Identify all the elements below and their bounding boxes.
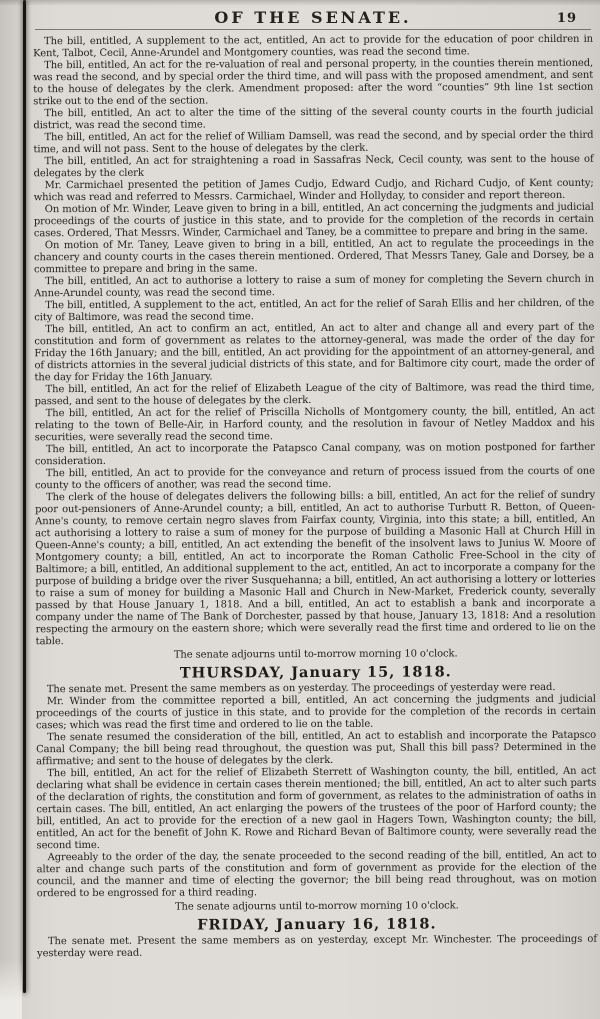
paragraph: On motion of Mr. Winder, Leave given to bring in a bill, entitled, An act concerning the judgments and judicial proceedings of the courts of justice in this state, and to provide for the completion of the records in certain cases. Ordered, That Messrs. Winder, Carmichael and Taney, be a committee to prepare and bring in the same.	[33, 201, 594, 240]
paragraph: The bill, entitled, A supplement to the act, entitled, An act to provide for the education of poor children in Kent, Talbot, Cecil, Anne-Arundel and Montgomery counties, was read the second time.	[33, 33, 594, 60]
paragraph: The bill, entitled, An act for the relief of William Damsell, was read the second, and by special order the third time, and will not pass. Sent to the house of delegates by the clerk.	[33, 129, 594, 156]
page-corner-curl	[0, 959, 22, 1019]
day-heading: FRIDAY, January 16, 1818.	[197, 915, 437, 934]
paragraph: Mr. Carmichael presented the petition of James Cudjo, Edward Cudjo, and Richard Cudjo, of Kent county; which was read and referred to Messrs. Carmichael, Winder and Hollyday, to consider and report thereon.	[33, 177, 594, 204]
binding-shadow	[23, 0, 26, 993]
paragraph: Agreeably to the order of the day, the senate proceeded to the second reading of the bill, entitled, An act to alter and change such parts of the constitution and form of government as provide for the election of the council, and the manner and time of electing the governor; the bill being read throughout, was on motion ordered to be engrossed for a third reading.	[36, 849, 597, 900]
centered-line: The senate adjourns until to-morrow morning 10 o'clock.	[174, 900, 459, 913]
paragraph: The bill, entitled, An act to provide for the conveyance and return of process issued from the courts of one county to the officers of another, was read the second time.	[34, 465, 595, 492]
centered-line: The senate adjourns until to-morrow morning 10 o'clock.	[173, 648, 458, 661]
paragraph: The bill, entitled, An act to confirm an act, entitled, An act to alter and change all and every part of the constitution and form of government as relates to the attorney-general, was made the order of the day for Friday the 16th January; and the bill, entitled, An act providing for the appointment of an attorney-general, and of districts attornies in the several judicial districts of this state, and for Baltimore city court, made the order of the day for Friday the 16th January.	[34, 321, 595, 384]
paragraph: The bill, entitled, An act for the relief of Elizabeth Sterrett of Washington county, the bill, entitled, An act declaring what shall be evidence in certain cases therein mentioned; the bill, entitled, An act to alter such parts of the declaration of rights, the constitution and form of government, as relates to the administration of oaths in certain cases. The bill, entitled, An act enlarging the powers of the trustees of the poor of Harford county; the bill, entitled, An act to provide for the erection of a new gaol in Hagers Town, Washington county; the bill, entitled, An act for the benefit of John K. Rowe and Richard Bevan of Baltimore county, were severally read the second time.	[36, 765, 597, 852]
day-heading: THURSDAY, January 15, 1818.	[179, 663, 452, 682]
paragraph: The bill, entitled, An act for the re-valuation of real and personal property, in the counties therein mentioned, was read the second, and by special order the third time, and will pass with the proposed amendment, and sent to the house of delegates by the clerk. Amendment proposed: after the word “counties” 9th line 1st section strike out to the end of the section.	[33, 57, 594, 108]
page-content	[33, 34, 597, 960]
page-header	[35, 8, 591, 30]
paragraph: The bill, entitled, An act for the relief of Elizabeth League of the city of Baltimore, was read the third time, passed, and sent to the house of delegates by the clerk.	[34, 381, 595, 408]
paragraph: On motion of Mr. Taney, Leave given to bring in a bill, entitled, An act to regulate the proceedings in the chancery and county courts in the cases therein mentioned. Ordered, That Messrs Taney, Gale and Dorsey, be a committee to prepare and bring in the same.	[33, 237, 594, 276]
paragraph: The senate met. Present the same members as on yesterday. The proceedings of yesterday were read.	[46, 681, 556, 696]
paragraph: The bill, entitled, An act for the relief of Priscilla Nicholls of Montgomery county, the bill, entitled, An act relating to the town of Belle-Air, in Harford county, and the resolution in favour of Netley Maddox and his securities, were severally read the second time.	[34, 405, 595, 444]
paragraph: The senate resumed the consideration of the bill, entitled, An act to establish and incorporate the Patapsco Canal Company; the bill being read throughout, the question was put, Shall this bill pass? Determined in the affirmative; and sent to the house of delegates by the clerk.	[36, 729, 597, 768]
paragraph: Mr. Winder from the committee reported a bill, entitled, An act concerning the judgments and judicial proceedings of the courts of justice in this state, and to provide for the completion of the records in certain cases; which was read the first time and ordered to lie on the table.	[35, 693, 596, 732]
paragraph: The senate met. Present the same members as on yesterday, except Mr. Winchester. The proceedings of yesterday were read.	[36, 933, 597, 960]
page-header-title: OF THE SENATE.	[214, 8, 412, 27]
paragraph: The bill, entitled, An act for straightening a road in Sassafras Neck, Cecil county, was sent to the house of delegates by the clerk	[33, 153, 594, 180]
paragraph: The bill, entitled, An act to authorise a lottery to raise a sum of money for completing the Severn church in Anne-Arundel county, was read the second time.	[34, 273, 595, 300]
paragraph: The bill, entitled, An act to alter the time of the sitting of the several county courts in the fourth judicial district, was read the second time.	[33, 105, 594, 132]
paragraph: The clerk of the house of delegates delivers the following bills: a bill, entitled, An act for the relief of sundry poor out-pensioners of Anne-Arundel county; a bill, entitled, An act to authorise Turbutt R. Betton, of Queen-Anne's county, to remove certain negro slaves from Fairfax county, Virginia, into this state; a bill, entitled, An act authorising a lottery to raise a sum of money for the purpose of building a Masonic Hall at Church Hill in Queen-Anne's county; a bill, entitled, An act extending the benefit of the insolvent laws to Junius W. Moore of Montgomery county; a bill, entitled, An act to incorporate the Roman Catholic Free-School in the city of Baltimore; a bill, entitled, An additional supplement to the act, entitled, An act to incorporate a company for the purpose of building a bridge over the river Susquehanna; a bill, entitled, An act authorising a lottery or lotteries to raise a sum of money for building a Masonic Hall and Church in New-Market, Frederick county, severally passed by that House January 1, 1818. And a bill, entitled, An act to establish a bank and incorporate a company under the name of The Bank of Dorchester, passed by that house, January 13, 1818: And a resolution respecting the armoury on the eastern shore; which were severally read the first time and ordered to lie on the table.	[35, 489, 596, 648]
page-number: 19	[556, 11, 577, 26]
paragraph: The bill, entitled, An act to incorporate the Patapsco Canal company, was on motion postponed for farther consideration.	[34, 441, 595, 468]
paragraph: The bill, entitled, A supplement to the act, entitled, An act for the relief of Sarah Ellis and her children, of the city of Baltimore, was read the second time.	[34, 297, 595, 324]
